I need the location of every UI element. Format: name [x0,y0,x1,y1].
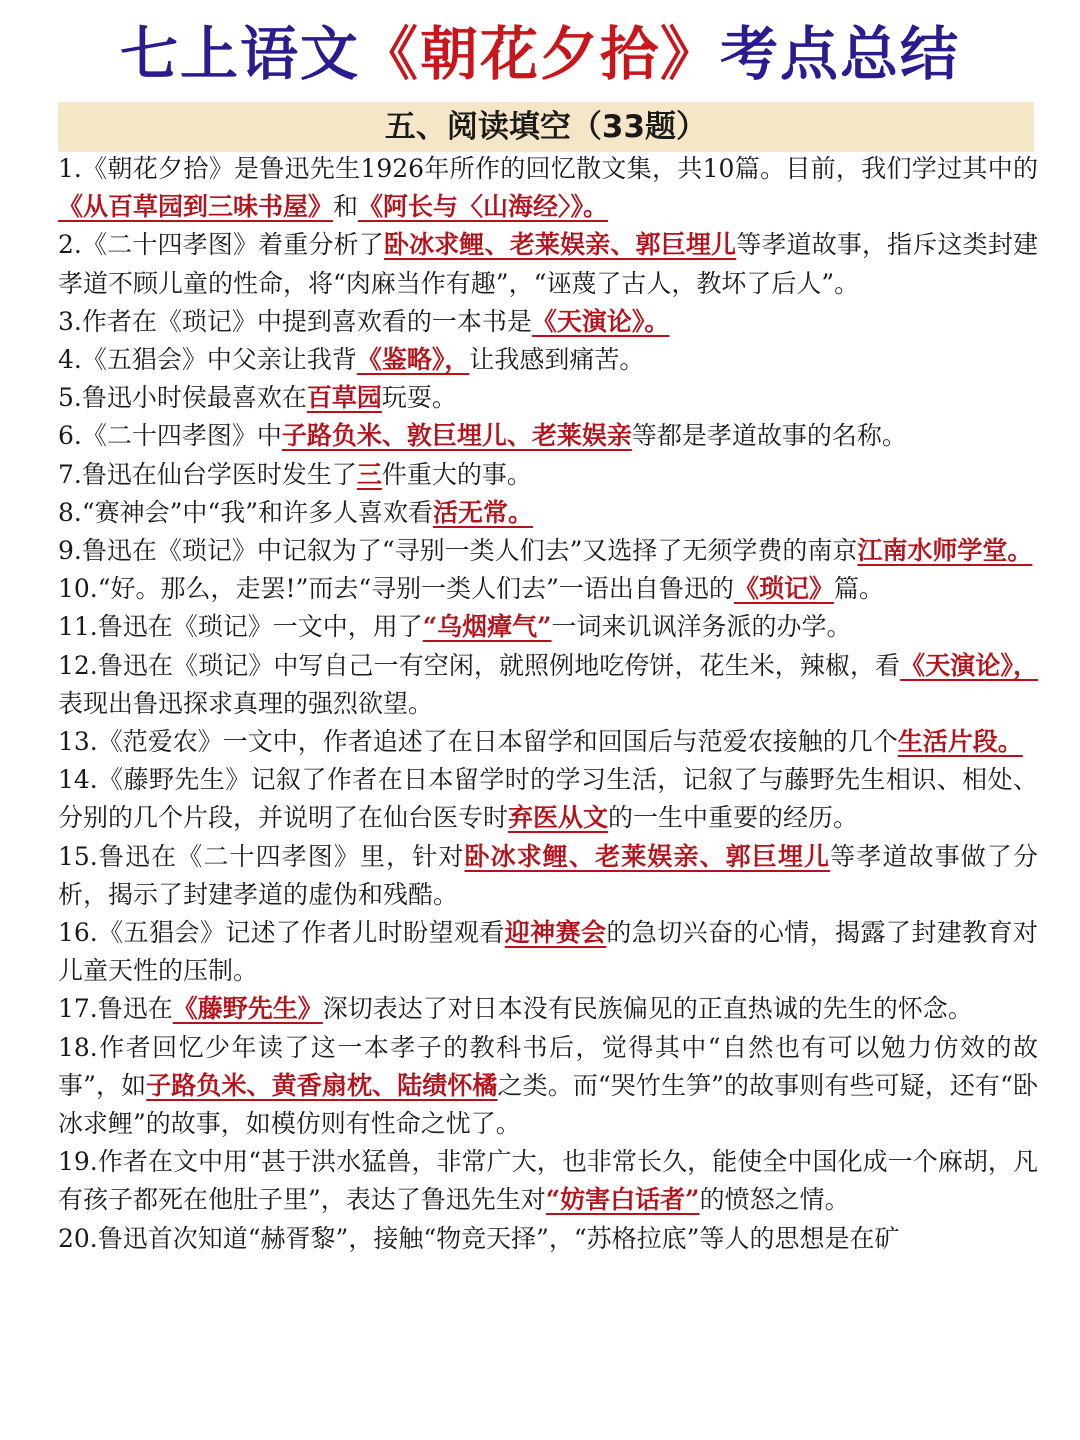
question-text: 11.鲁迅在《琐记》一文中，用了 [58,612,423,642]
answer-text: 活无常。 [432,497,533,527]
question-text: 一词来讥讽洋务派的办学。 [551,612,852,642]
question-text: 等都是孝道故事的名称。 [631,421,907,451]
question-item [58,647,1038,723]
question-text: 6.《二十四孝图》中 [58,421,282,451]
question-text: 的急切兴奋的心情，揭露了封建教育对儿童天性的压制。 [58,918,1038,986]
page-title [0,14,1080,94]
question-item [58,570,1038,608]
question-text: 8.“赛神会”中“我”和许多人喜欢看 [58,497,433,527]
answer-text: 百草园 [306,383,382,413]
answer-text: 卧冰求鲤、老莱娱亲、郭巨埋儿 [383,230,737,260]
question-text: 14.《藤野先生》记叙了作者在日本留学时的学习生活，记叙了与藤野先生相识、相处、分别的几个片段，并说明了在仙台医专时 [58,765,1038,833]
question-text: 让我感到痛苦。 [469,345,645,375]
question-item [58,456,1038,494]
question-text: 19.作者在文中用“甚于洪水猛兽，非常广大，也非常长久，能使全中国化成一个麻胡，凡有孩子都死在他肚子里”，表达了鲁迅先生对 [58,1147,1038,1215]
answer-text: 《天演论》。 [531,306,670,336]
question-text: 4.《五猖会》中父亲让我背 [58,345,357,375]
section-heading: 五、阅读填空（33题） [58,102,1034,152]
question-text: 12.鲁迅在《琐记》中写自己一有空闲，就照例地吃侉饼，花生米，辣椒，看 [58,650,901,680]
question-item [58,341,1038,379]
question-list [58,150,1038,1258]
question-text: 16.《五猖会》记述了作者儿时盼望观看 [58,918,505,948]
answer-text: 三 [356,459,382,489]
answer-text: 卧冰求鲤、老莱娱亲、郭巨埋儿 [464,841,831,871]
question-item [58,838,1038,914]
question-text: 玩耍。 [381,383,457,413]
question-text: 的愤怒之情。 [699,1185,850,1215]
question-item [58,723,1038,761]
question-item [58,150,1038,226]
question-text: 件重大的事。 [381,459,532,489]
answer-text: 弃医从文 [508,803,609,833]
question-text: 之类。而“哭竹生笋”的故事则有些可疑，还有“卧冰求鲤”的故事，如模仿则有性命之忧了。 [58,1070,1038,1139]
answer-text: 《天演论》， [900,650,1038,680]
answer-text: 江南水师学堂。 [857,536,1033,566]
question-text: 的一生中重要的经历。 [608,803,859,833]
question-text: 3.作者在《琐记》中提到喜欢看的一本书是 [58,306,532,336]
question-text: 2.《二十四孝图》着重分析了 [58,230,384,260]
question-text: 等孝道故事做了分析，揭示了封建孝道的虚伪和残酷。 [58,841,1038,909]
question-item [58,914,1038,990]
question-text: 篇。 [833,574,884,604]
question-item [58,1220,1038,1258]
question-text: 深切表达了对日本没有民族偏见的正直热诚的先生的怀念。 [322,994,973,1024]
answer-text: 《阿长与〈山海经〉》。 [358,192,609,222]
question-text: 1.《朝花夕拾》是鲁迅先生1926年所作的回忆散文集，共10篇。目前，我们学过其中的 [58,154,1038,183]
question-item [58,761,1038,837]
question-text: 等孝道故事，指斥这类封建孝道不顾儿童的性命，将“肉麻当作有趣”，“诬蔑了古人，教坏了后人”。 [58,230,1038,298]
question-text: 13.《范爱农》一文中，作者追述了在日本留学和回国后与范爱农接触的几个 [58,727,898,757]
answer-text: 《从百草园到三味书屋》 [58,192,334,222]
answer-text: 子路负米、黄香扇枕、陆绩怀橘 [146,1070,498,1100]
title-prefix: 七上语文 [119,20,360,88]
answer-text: 生活片段。 [897,727,1023,757]
question-item [58,532,1038,570]
question-item [58,303,1038,341]
question-text: 18.作者回忆少年读了这一本孝子的教科书后，觉得其中“自然也有可以勉力仿效的故事”，如 [58,1032,1038,1100]
question-text: 9.鲁迅在《琐记》中记叙为了“寻别一类人们去”又选择了无须学费的南京 [58,536,858,566]
question-text: 20.鲁迅首次知道“赫胥黎”，接触“物竞天择”，“苏格拉底”等人的思想是在矿 [58,1223,900,1253]
answer-text: 《鉴略》， [356,345,470,375]
question-text: 10.“好。那么，走罢!”而去“寻别一类人们去”一语出自鲁迅的 [58,574,734,604]
question-item [58,990,1038,1028]
question-text: 17.鲁迅在 [58,994,173,1024]
question-item [58,226,1038,302]
question-item [58,494,1038,532]
question-item [58,1143,1038,1219]
question-text: 15.鲁迅在《二十四孝图》里，针对 [58,841,465,871]
answer-text: 迎神赛会 [504,918,607,948]
title-suffix: 考点总结 [720,20,961,88]
question-text: 7.鲁迅在仙台学医时发生了 [58,459,357,489]
answer-text: “乌烟瘴气” [422,612,552,642]
question-item [58,608,1038,646]
question-item [58,1029,1038,1144]
question-text: 表现出鲁迅探求真理的强烈欲望。 [58,688,434,718]
answer-text: 《琐记》 [733,574,834,604]
question-text: 和 [333,192,359,222]
answer-text: 子路负米、敦巨埋儿、老莱娱亲 [281,421,632,451]
question-item [58,379,1038,417]
title-book-name: 《朝花夕拾》 [359,20,720,88]
question-item [58,417,1038,455]
answer-text: 《藤野先生》 [172,994,323,1024]
answer-text: “妨害白话者” [545,1185,700,1215]
question-text: 5.鲁迅小时侯最喜欢在 [58,383,307,413]
